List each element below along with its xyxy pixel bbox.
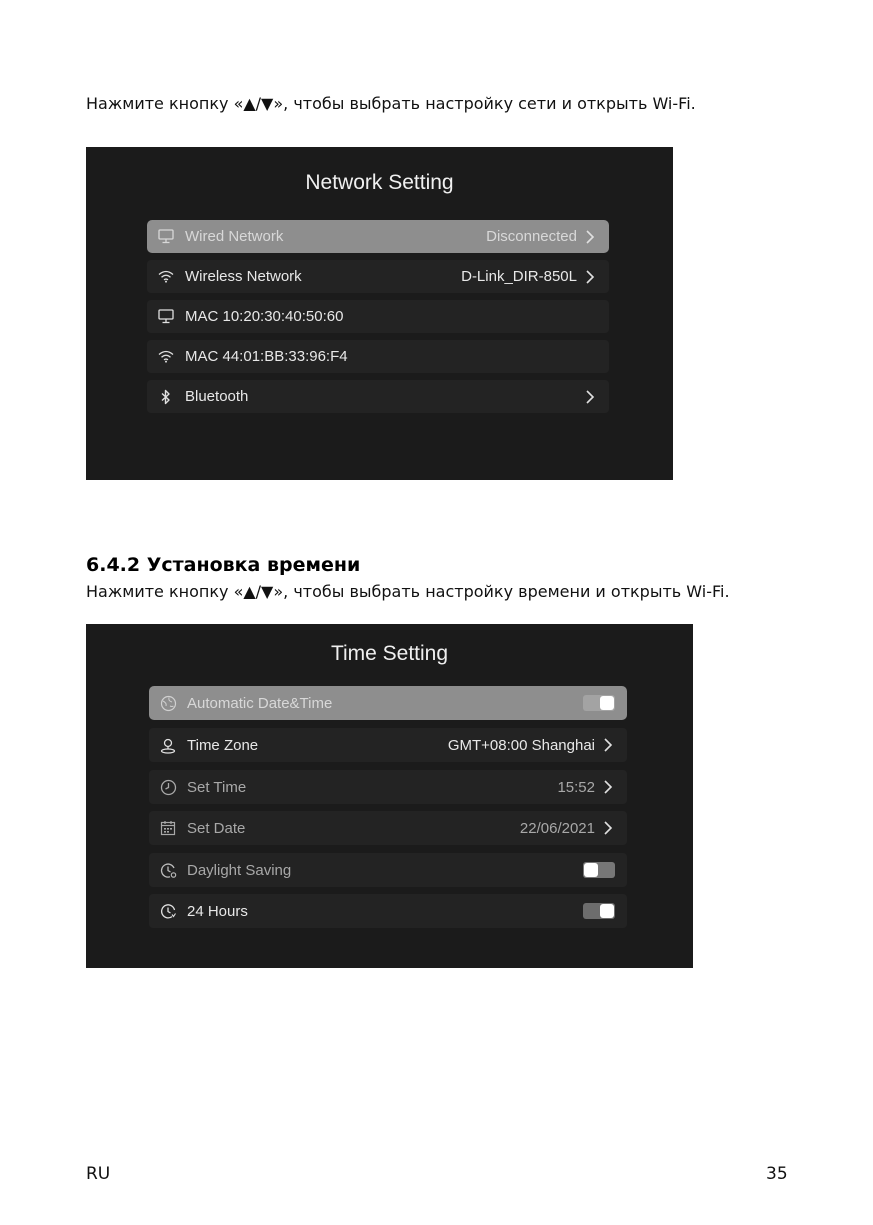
time-zone-value: GMT+08:00 Shanghai — [447, 736, 595, 754]
automatic-date-time-label: Automatic Date&Time — [187, 694, 333, 712]
daylight-saving-label: Daylight Saving — [187, 861, 292, 879]
time-setting-screen — [86, 624, 693, 968]
network-setting-title: Network Setting — [305, 171, 454, 194]
location-pin-icon — [159, 736, 177, 754]
wireless-network-label: Wireless Network — [185, 268, 302, 285]
clock-icon — [159, 778, 177, 796]
set-time-value: 15:52 — [557, 778, 595, 796]
wireless-mac-address: MAC 44:01:BB:33:96:F4 — [185, 348, 348, 365]
set-time-row[interactable] — [149, 770, 627, 804]
wifi-icon — [157, 268, 175, 286]
clock-24-icon — [159, 902, 177, 920]
wifi-icon — [157, 348, 175, 366]
automatic-date-time-toggle[interactable] — [583, 695, 615, 711]
time-instruction-text: Нажмите кнопку «▲/▼», чтобы выбрать настройку времени и открыть Wi-Fi. — [86, 582, 730, 601]
automatic-date-time-row[interactable] — [149, 686, 627, 720]
page-number: 35 — [766, 1164, 788, 1184]
chevron-right-icon — [601, 819, 615, 837]
monitor-icon — [157, 308, 175, 326]
set-time-label: Set Time — [187, 778, 247, 796]
time-zone-label: Time Zone — [187, 736, 259, 754]
time-setting-title: Time Setting — [330, 642, 449, 665]
daylight-saving-toggle[interactable] — [583, 862, 615, 878]
time-zone-row[interactable] — [149, 728, 627, 762]
monitor-icon — [157, 228, 175, 246]
24-hours-toggle[interactable] — [583, 903, 615, 919]
24-hours-label: 24 Hours — [187, 902, 248, 920]
language-code: RU — [86, 1164, 111, 1184]
chevron-right-icon — [583, 228, 597, 246]
wired-network-row[interactable] — [147, 220, 609, 253]
daylight-saving-row[interactable] — [149, 853, 627, 887]
globe-clock-icon — [159, 694, 177, 712]
wireless-mac-row — [147, 340, 609, 373]
bluetooth-label: Bluetooth — [185, 388, 249, 405]
bluetooth-row[interactable] — [147, 380, 609, 413]
daylight-clock-icon — [159, 861, 177, 879]
section-heading: 6.4.2 Установка времени — [86, 554, 361, 576]
wired-network-label: Wired Network — [185, 228, 284, 245]
chevron-right-icon — [601, 736, 615, 754]
network-setting-screen — [86, 147, 673, 480]
wired-mac-row — [147, 300, 609, 333]
chevron-right-icon — [583, 388, 597, 406]
set-date-label: Set Date — [187, 819, 246, 837]
wired-network-status: Disconnected — [486, 228, 577, 245]
calendar-icon — [159, 819, 177, 837]
set-date-value: 22/06/2021 — [519, 819, 595, 837]
bluetooth-icon — [157, 388, 175, 406]
set-date-row[interactable] — [149, 811, 627, 845]
chevron-right-icon — [601, 778, 615, 796]
wireless-network-ssid: D-Link_DIR-850L — [461, 268, 577, 285]
24-hours-row[interactable] — [149, 894, 627, 928]
wired-mac-address: MAC 10:20:30:40:50:60 — [185, 308, 344, 325]
network-instruction-text: Нажмите кнопку «▲/▼», чтобы выбрать настройку сети и открыть Wi-Fi. — [86, 94, 696, 113]
wireless-network-row[interactable] — [147, 260, 609, 293]
chevron-right-icon — [583, 268, 597, 286]
